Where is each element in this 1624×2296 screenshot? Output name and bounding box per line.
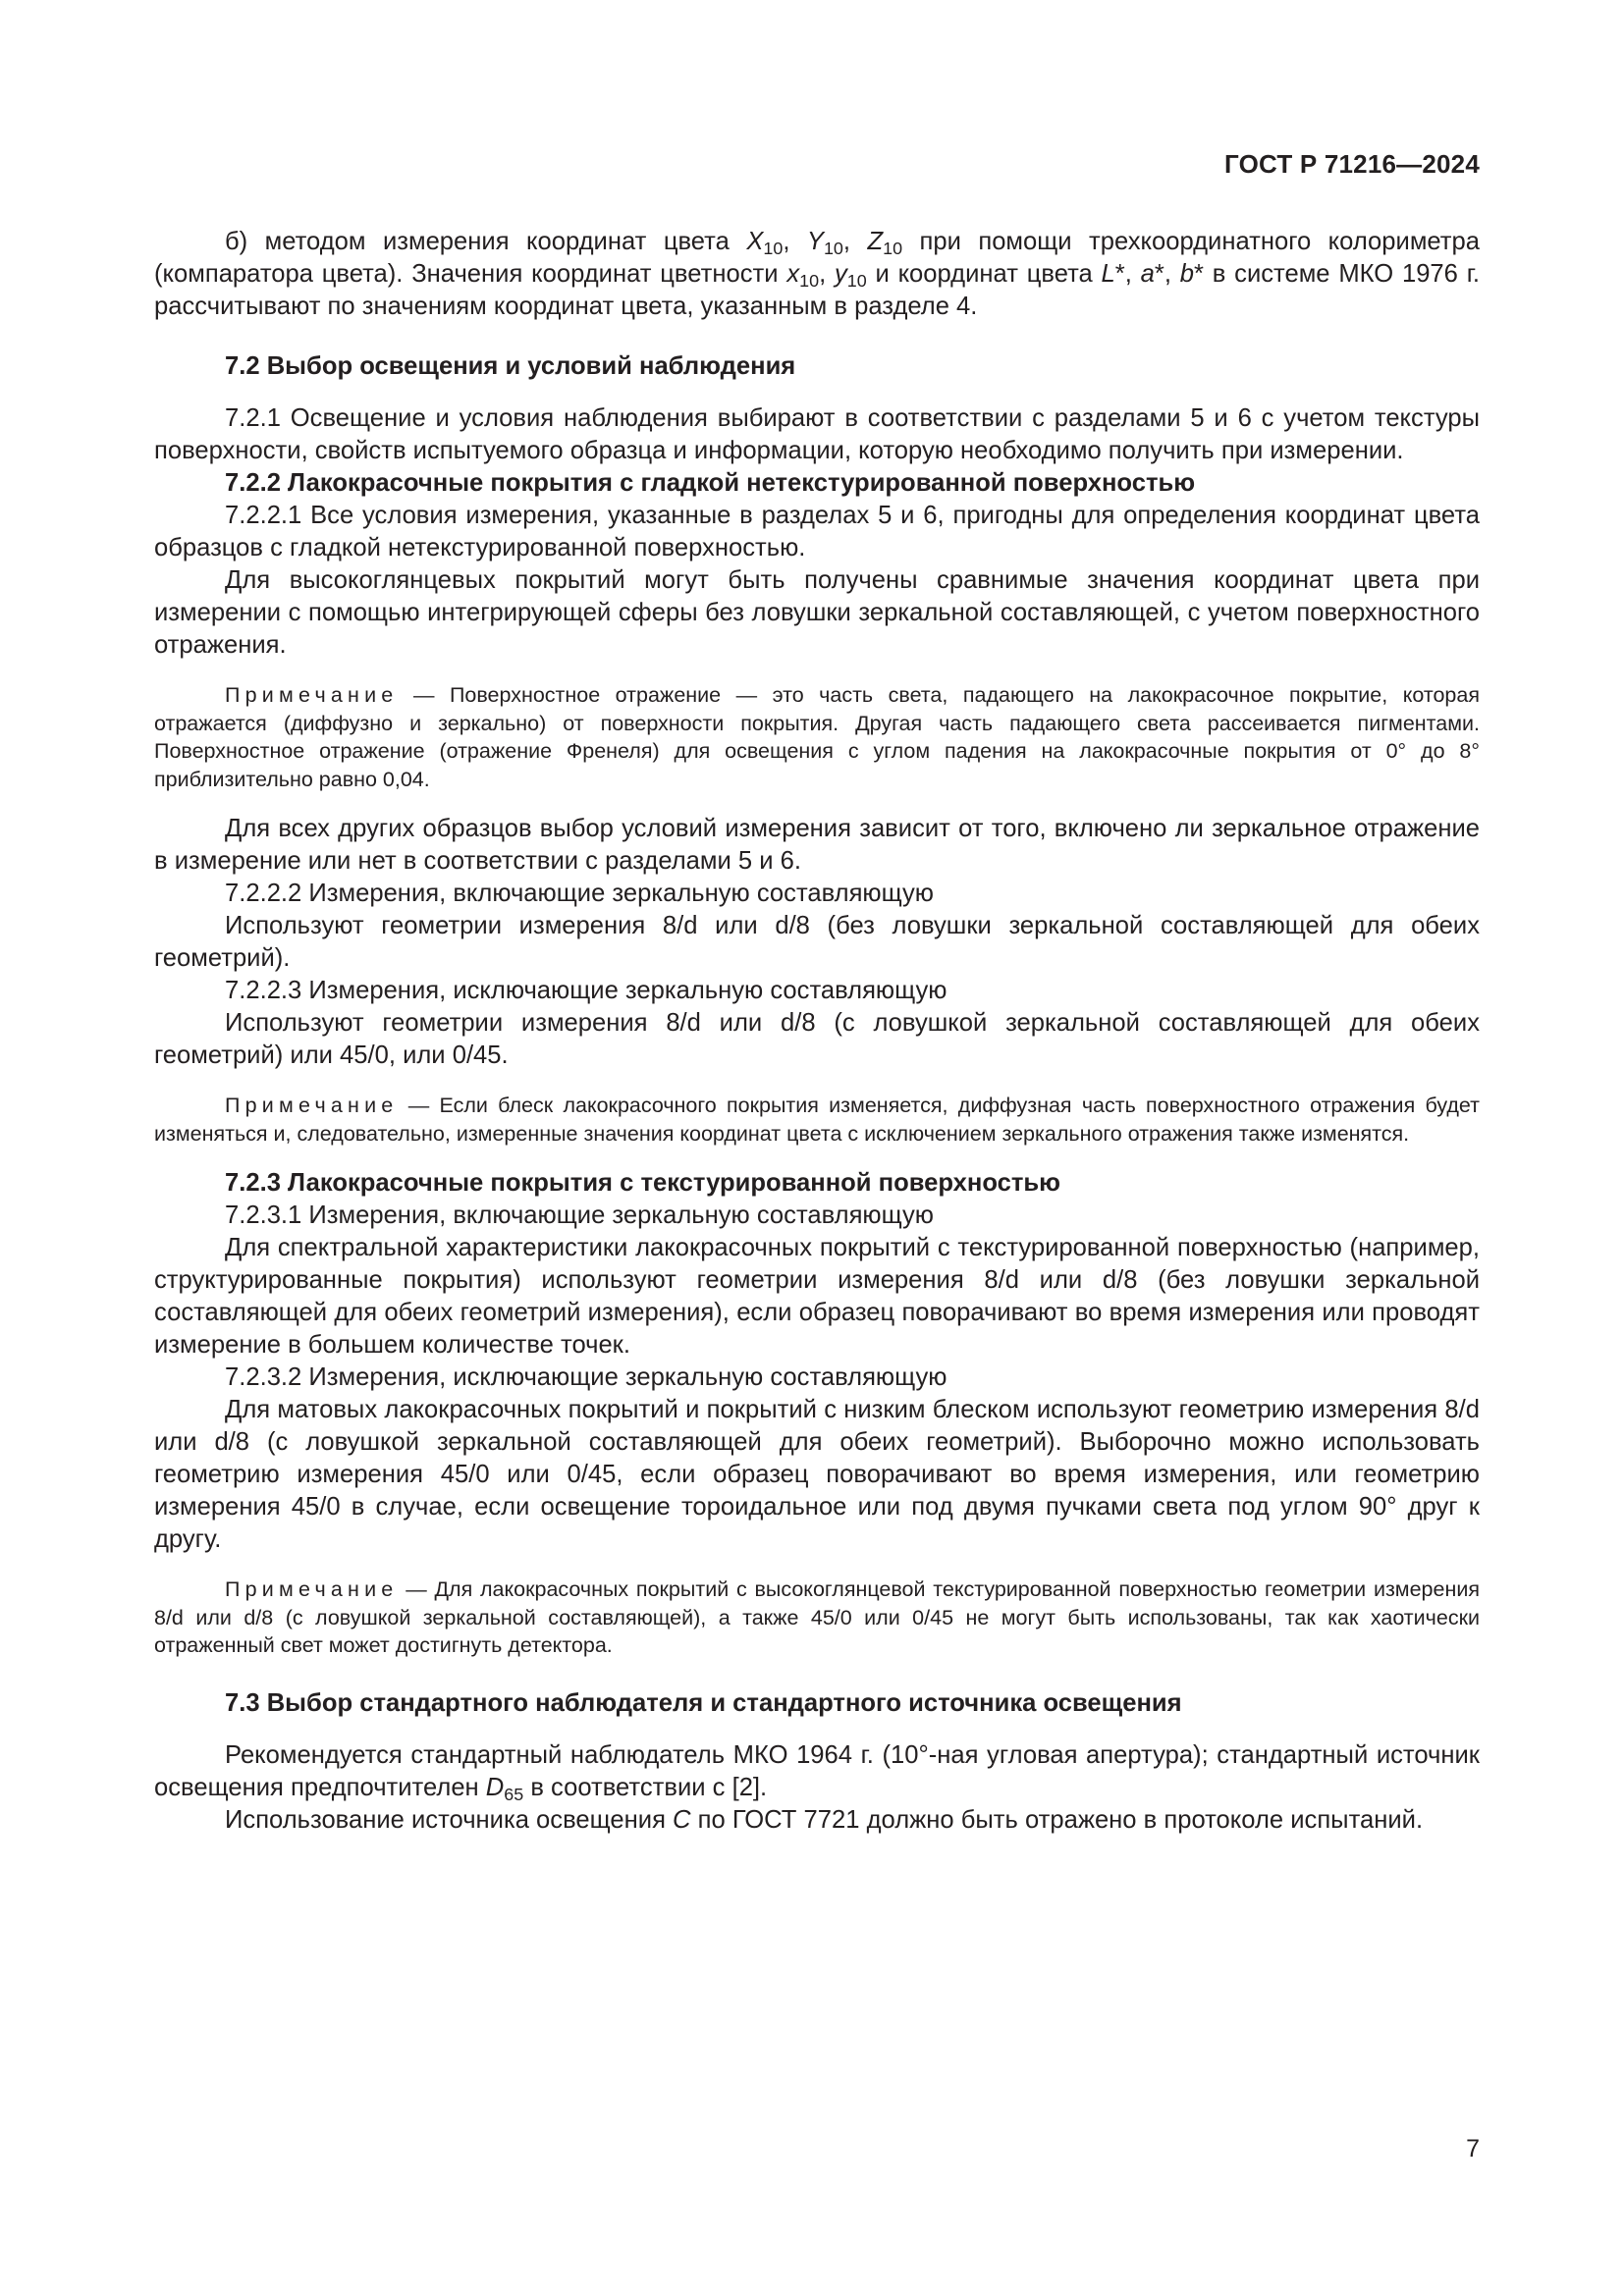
paragraph-observer: Рекомендуется стандартный наблюдатель МКО 1964 г. (10°-ная угловая апертура); стандартный источник освещения предпочтителен $D_{65}$ в соответствии с [2]. [154, 1740, 1480, 1804]
paragraph-7-2-3-2: 7.2.3.2 Измерения, исключающие зеркальную составляющую [225, 1363, 947, 1391]
paragraph-7-2-3-1-text: Для спектральной характеристики лакокрасочных покрытий с текстурированной поверхностью (например, структурированные покрытия) используют геометрии измерения 8/d или d/8 (без ловушки зеркальной составляющей для обеих геометрий измерения), если образец поворачивают во время измерения или проводят измерение в большем количестве точек. [154, 1234, 1480, 1359]
note-textured-gloss: Примечание — Для лакокрасочных покрытий с высокоглянцевой текстурированной поверхностью геометрии измерения 8/d или d/8 (с ловушкой зеркальной составляющей), а также 45/0 или 0/45 не могут быть использованы, так как хаотически отраженный свет может достигнуть детектора. [154, 1577, 1480, 1657]
document-body [154, 226, 1480, 1837]
note-surface-reflection: Примечание — Поверхностное отражение — это часть света, падающего на лакокрасочное покрытие, которая отражается (диффузно и зеркально) от поверхности покрытия. Другая часть падающего света рассеивается пигментами. Поверхностное отражение (отражение Френеля) для освещения с углом падения на лакокрасочные покрытия от 0° до 8° приблизительно равно 0,04. [154, 683, 1480, 791]
paragraph-other-samples: Для всех других образцов выбор условий измерения зависит от того, включено ли зеркальное отражение в измерение или нет в соответствии с разделами 5 и 6. [154, 815, 1480, 875]
section-7-2-heading: 7.2 Выбор освещения и условий наблюдения [225, 352, 796, 380]
section-7-2-3-heading: 7.2.3 Лакокрасочные покрытия с текстурированной поверхностью [225, 1169, 1061, 1197]
section-7-2-2-heading: 7.2.2 Лакокрасочные покрытия с гладкой нетекстурированной поверхностью [225, 469, 1196, 497]
note-gloss-change: Примечание — Если блеск лакокрасочного покрытия изменяется, диффузная часть поверхностного отражения будет изменяться и, следовательно, измеренные значения координат цвета с исключением зеркального отражения также изменятся. [154, 1094, 1480, 1146]
section-7-3-heading: 7.3 Выбор стандартного наблюдателя и стандартного источника освещения [225, 1688, 1182, 1717]
paragraph-high-gloss: Для высокоглянцевых покрытий могут быть получены сравнимые значения координат цвета при измерении с помощью интегрирующей сферы без ловушки зеркальной составляющей, с учетом поверхностного отражения. [154, 566, 1480, 659]
paragraph-b: б) методом измерения координат цвета $X_{10}$, $Y_{10}$, $Z_{10}$ при помощи трехкоординатного колориметра (компаратора цвета). Значения координат цветности $x_{10}$, $y_{10}$ и координат цвета L*, a*, b* в системе МКО 1976 г. рассчитывают по значениям координат цвета, указанным в разделе 4. [154, 228, 1481, 320]
page-number: 7 [1466, 2135, 1480, 2163]
paragraph-7-2-2-2: 7.2.2.2 Измерения, включающие зеркальную составляющую [225, 880, 934, 907]
paragraph-7-2-3-1: 7.2.3.1 Измерения, включающие зеркальную составляющую [225, 1201, 934, 1229]
paragraph-7-2-2-1: 7.2.2.1 Все условия измерения, указанные в разделах 5 и 6, пригодны для определения координат цвета образцов с гладкой нетекстурированной поверхностью. [154, 502, 1480, 561]
paragraph-7-2-2-3-text: Используют геометрии измерения 8/d или d/8 (с ловушкой зеркальной составляющей для обеих геометрий) или 45/0, или 0/45. [154, 1009, 1480, 1069]
paragraph-7-2-2-2-text: Используют геометрии измерения 8/d или d/8 (без ловушки зеркальной составляющей для обеих геометрий). [154, 912, 1480, 972]
paragraph-7-2-2-3: 7.2.2.3 Измерения, исключающие зеркальную составляющую [225, 977, 947, 1004]
document-header: ГОСТ Р 71216—2024 [1224, 149, 1480, 179]
paragraph-7-2-1: 7.2.1 Освещение и условия наблюдения выбирают в соответствии с разделами 5 и 6 с учетом текстуры поверхности, свойств испытуемого образца и информации, которую необходимо получить при измерении. [154, 404, 1480, 464]
paragraph-7-2-3-2-text: Для матовых лакокрасочных покрытий и покрытий с низким блеском используют геометрию измерения 8/d или d/8 (с ловушкой зеркальной составляющей для обеих геометрий). Выборочно можно использовать геометрию измерения 45/0 или 0/45, если образец поворачивают во время измерения, или геометрию измерения 45/0 в случае, если освещение тороидальное или под двумя пучками света под углом 90° друг к другу. [154, 1396, 1480, 1553]
paragraph-illuminant-c: Использование источника освещения C по ГОСТ 7721 должно быть отражено в протоколе испытаний. [225, 1805, 1424, 1834]
